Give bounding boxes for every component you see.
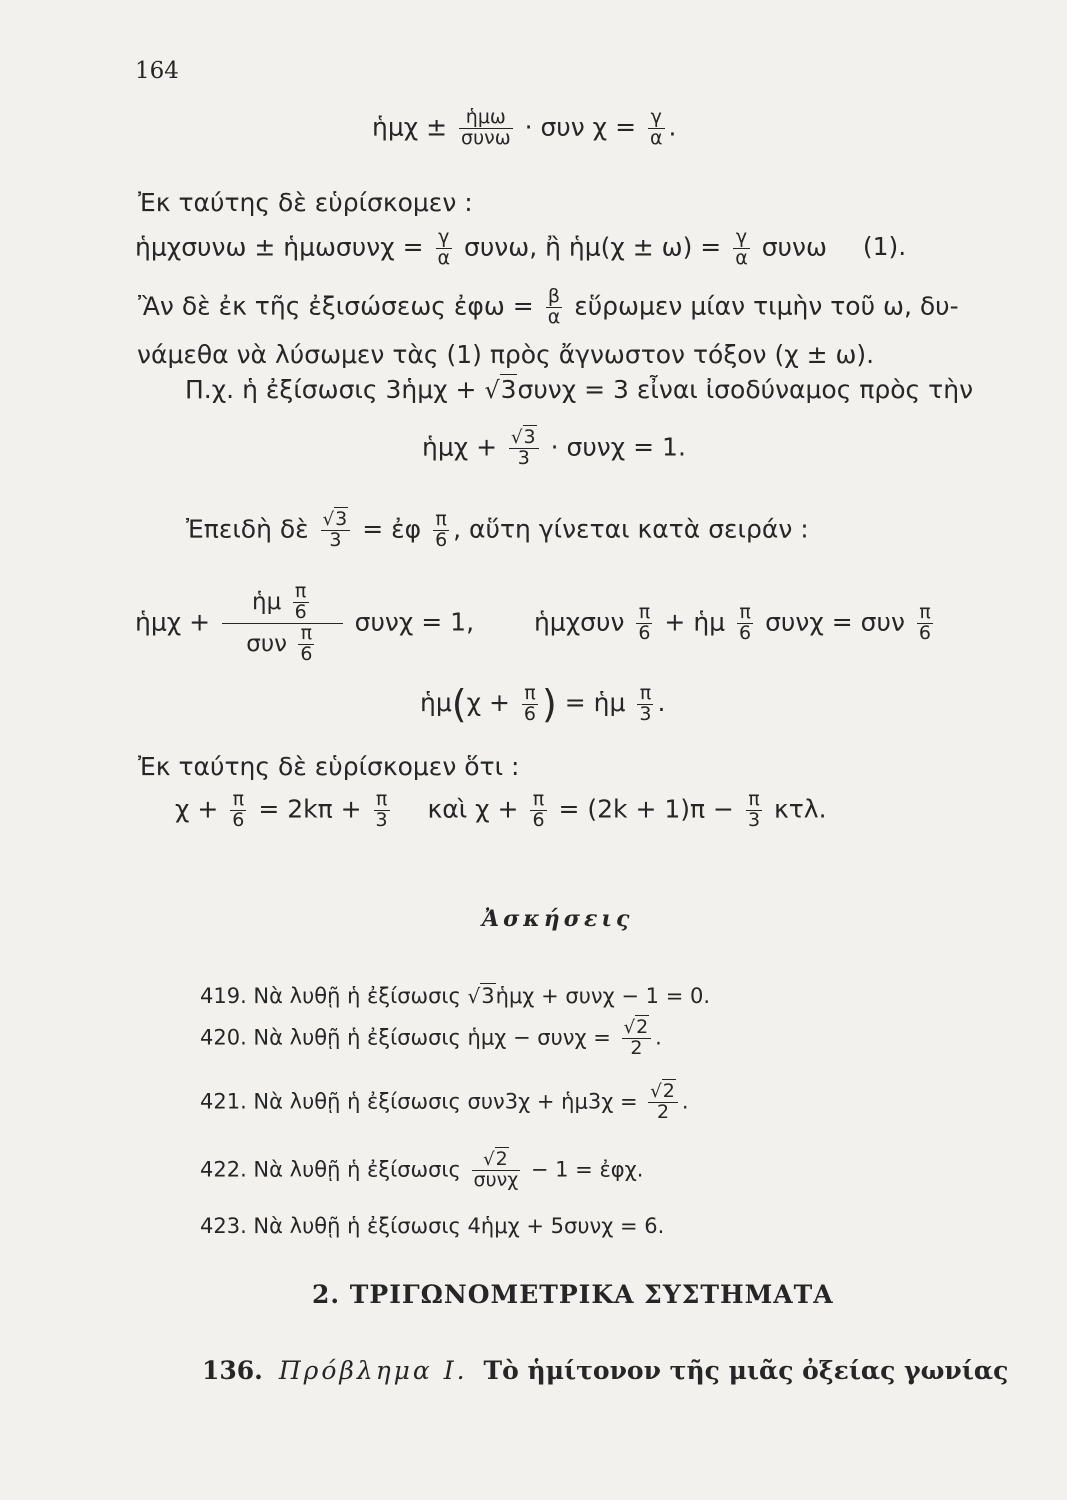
- fraction: $\frac{\pi}{3}$: [375, 788, 388, 831]
- equation-1: ἡμχσυνω ± ἡμωσυνχ = $\frac{\gamma}{\alpha}$ συνω, ἢ ἡμ(χ ± ω) = $\frac{\gamma}{\alpha}$ συνω (1).: [135, 226, 907, 269]
- fraction: $\frac{\pi}{6}$: [638, 600, 651, 644]
- page-number: 164: [135, 58, 179, 84]
- square-root: √3: [484, 375, 517, 404]
- fraction: $\frac{\gamma}{\alpha}$: [649, 106, 663, 149]
- problem-line: [202, 1356, 1008, 1385]
- exercise-item: 420. Νὰ λυθῇ ἡ ἐξίσωσις ἡμχ − συνχ = $\frac{√2}{2}$ .: [200, 1016, 662, 1059]
- problem-text: Τὸ ἡμίτονον τῆς μιᾶς ὀξείας γωνίας: [483, 1356, 1009, 1385]
- fraction: $\frac{\gamma}{\alpha}$: [735, 226, 748, 269]
- fraction: $\frac{\pi}{6}$: [523, 681, 536, 725]
- fraction: $\frac{\pi}{6}$: [532, 788, 545, 831]
- paragraph-text: Ἐκ ταύτης δὲ εὑρίσκομεν :: [138, 188, 473, 217]
- problem-number: 136.: [202, 1356, 263, 1385]
- fraction: $\frac{√3}{3}$: [509, 428, 539, 469]
- compound-fraction: ἡμ $\frac{\pi}{6}$ συν $\frac{\pi}{6}$: [222, 582, 343, 665]
- fraction: $\frac{√2}{2}$: [622, 1018, 652, 1059]
- equation-top: ἡμχ ± $\frac{\text{ἡμω}}{\text{συνω}}$ · συν χ = $\frac{\gamma}{\alpha}$ .: [372, 106, 677, 149]
- equation-3: ἡμχ + ἡμ $\frac{\pi}{6}$ συν $\frac{\pi}{6}$ συνχ = 1, ἡμχσυν $\frac{\pi}{6}$ + ἡμ $\frac{\pi}{6}$ συνχ = συν $\frac{\pi}{6}$: [135, 580, 931, 665]
- fraction: $\frac{\pi}{3}$: [639, 681, 652, 725]
- exercise-item: 419. Νὰ λυθῇ ἡ ἐξίσωσις √3ἡμχ + συνχ − 1 = 0.: [200, 984, 710, 1008]
- fraction: $\frac{√3}{3}$: [321, 510, 351, 551]
- section-heading: 2. ΤΡΙΓΩΝΟΜΕΤΡΙΚΑ ΣΥΣΤΗΜΑΤΑ: [312, 1280, 834, 1309]
- exercise-item: 421. Νὰ λυθῇ ἡ ἐξίσωσις συν3χ + ἡμ3χ = $\frac{√2}{2}$ .: [200, 1080, 689, 1123]
- fraction: $\frac{\pi}{6}$: [294, 580, 307, 623]
- square-root: √2: [483, 1148, 508, 1170]
- fraction: $\frac{\gamma}{\alpha}$: [437, 226, 451, 269]
- paragraph-text: νάμεθα νὰ λύσωμεν τὰς (1) πρὸς ἄγνωστον τόξον (χ ± ω).: [137, 340, 875, 369]
- equation-2: ἡμχ + $\frac{√3}{3}$ · συνχ = 1.: [422, 426, 686, 469]
- exercise-item: 423. Νὰ λυθῇ ἡ ἐξίσωσις 4ἡμχ + 5συνχ = 6.: [200, 1214, 665, 1238]
- fraction: $\frac{\pi}{6}$: [918, 600, 931, 644]
- exercises-heading: Ἀσκήσεις: [482, 906, 634, 932]
- fraction: $\frac{\pi}{6}$: [739, 600, 752, 644]
- equation-tag: (1).: [862, 232, 907, 262]
- square-root: √2: [650, 1080, 675, 1102]
- fraction: $\frac{\pi}{6}$: [232, 788, 245, 831]
- equation-5: χ + $\frac{\pi}{6}$ = 2kπ + $\frac{\pi}{3}$ καὶ χ + $\frac{\pi}{6}$ = (2k + 1)π − $\frac{\pi}{3}$ κτλ.: [175, 788, 827, 831]
- square-root: √3: [511, 426, 536, 448]
- fraction: $\frac{√2}{\text{συνχ}}$: [473, 1148, 519, 1191]
- problem-label: Πρόβλημα I.: [278, 1356, 468, 1385]
- fraction: $\frac{\pi}{6}$: [435, 508, 448, 551]
- exercise-item: 422. Νὰ λυθῇ ἡ ἐξίσωσις $\frac{√2}{\text{συνχ}}$ − 1 = ἐφχ.: [200, 1148, 644, 1191]
- equation-4: ἡμ(χ + $\frac{\pi}{6}$ ) = ἡμ $\frac{\pi}{3}$ .: [420, 681, 666, 726]
- paragraph-text: Ἐπειδὴ δὲ $\frac{√3}{3}$ = ἐφ $\frac{\pi}{6}$ , αὕτη γίνεται κατὰ σειράν :: [186, 508, 809, 551]
- paragraph-text: Ἐκ ταύτης δὲ εὑρίσκομεν ὅτι :: [138, 752, 520, 781]
- paragraph-text: Π.χ. ἡ ἐξίσωσις 3ἡμχ + √3συνχ = 3 εἶναι ἰσοδύναμος πρὸς τὴν: [185, 375, 974, 404]
- fraction: $\frac{\pi}{6}$: [300, 621, 313, 665]
- fraction: $\frac{√2}{2}$: [648, 1082, 678, 1123]
- square-root: √3: [322, 508, 348, 530]
- paragraph-text: Ἂν δὲ ἐκ τῆς ἐξισώσεως ἐφω = $\frac{\beta}{\alpha}$ εὕρωμεν μίαν τιμὴν τοῦ ω, δυ-: [138, 285, 959, 328]
- fraction: $\frac{\pi}{3}$: [747, 788, 761, 831]
- fraction: $\frac{\beta}{\alpha}$: [547, 285, 561, 328]
- square-root: √3: [467, 984, 495, 1008]
- square-root: √2: [623, 1016, 649, 1038]
- fraction: $\frac{\text{ἡμω}}{\text{συνω}}$: [461, 106, 511, 149]
